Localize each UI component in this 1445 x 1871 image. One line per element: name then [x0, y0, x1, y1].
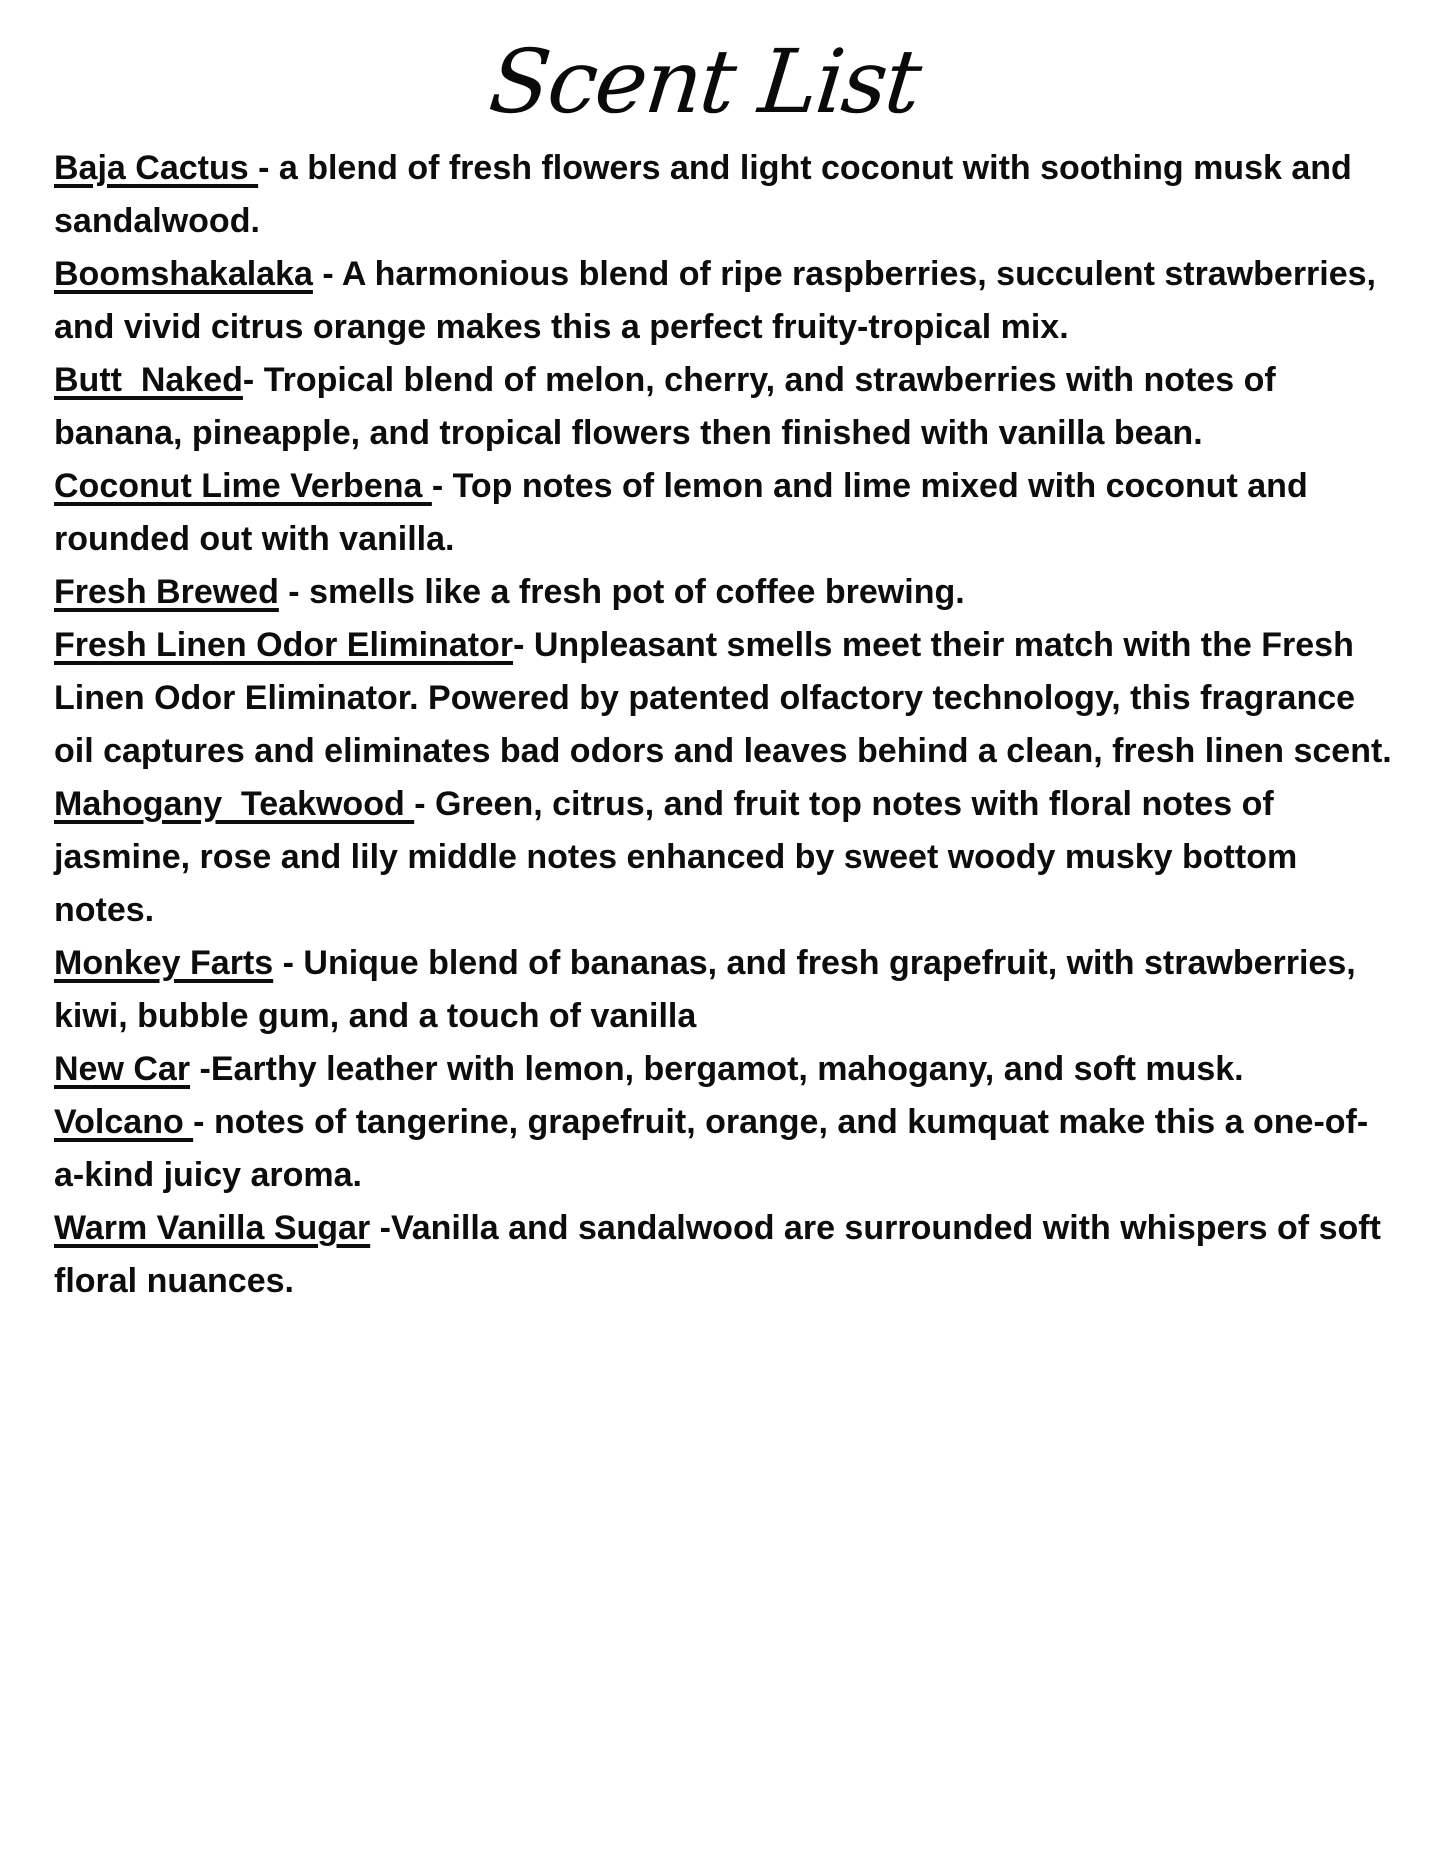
scent-entry [54, 1202, 1395, 1308]
scent-name: Mahogany Teakwood [54, 785, 415, 824]
scent-description: - Green, citrus, and fruit top notes with floral notes of jasmine, rose and lily middle notes enhanced by sweet woody musky bottom notes. [54, 785, 1307, 930]
page-title: Scent List [484, 30, 925, 133]
scent-name: Butt Naked [54, 361, 243, 400]
scent-entry [54, 1043, 1395, 1096]
scent-description: - Unpleasant smells meet their match with the Fresh Linen Odor Eliminator. Powered by patented olfactory technology, this fragrance oil captures and eliminates bad odors and leaves behind a clean, fresh linen scent. [54, 626, 1392, 771]
scent-name: Coconut Lime Verbena [54, 467, 432, 506]
scent-entry [54, 460, 1395, 566]
scent-name: Monkey Farts [54, 944, 274, 983]
scent-entry [54, 1096, 1395, 1202]
scent-entry [54, 248, 1395, 354]
scent-name: Fresh Brewed [54, 573, 279, 612]
scent-list [54, 142, 1395, 1308]
scent-description: - a blend of fresh flowers and light coconut with soothing musk and sandalwood. [54, 149, 1362, 241]
scent-description: - A harmonious blend of ripe raspberries, succulent strawberries, and vivid citrus orange makes this a perfect fruity-tropical mix. [54, 255, 1386, 347]
scent-entry [54, 566, 1395, 619]
scent-description: - Tropical blend of melon, cherry, and strawberries with notes of banana, pineapple, and tropical flowers then finished with vanilla bean. [54, 361, 1286, 453]
scent-entry [54, 937, 1395, 1043]
scent-name: Warm Vanilla Sugar [54, 1209, 371, 1248]
scent-name: Baja Cactus [54, 149, 259, 188]
scent-description: -Earthy leather with lemon, bergamot, mahogany, and soft musk. [190, 1050, 1244, 1089]
scent-description: - smells like a fresh pot of coffee brewing. [278, 573, 965, 612]
scent-description: - notes of tangerine, grapefruit, orange, and kumquat make this a one-of-a-kind juicy aroma. [54, 1103, 1369, 1195]
scent-description: - Unique blend of bananas, and fresh grapefruit, with strawberries, kiwi, bubble gum, and a touch of vanilla [54, 944, 1366, 1036]
scent-name: Volcano [54, 1103, 194, 1142]
scent-entry [54, 142, 1395, 248]
scent-description: - Top notes of lemon and lime mixed with coconut and rounded out with vanilla. [54, 467, 1318, 559]
scent-description: -Vanilla and sandalwood are surrounded with whispers of soft floral nuances. [54, 1209, 1391, 1301]
scent-entry [54, 778, 1395, 937]
scent-name: Fresh Linen Odor Eliminator [54, 626, 514, 665]
scent-name: New Car [54, 1050, 191, 1089]
scent-entry [54, 619, 1395, 778]
scent-entry [54, 354, 1395, 460]
scent-name: Boomshakalaka [54, 255, 313, 294]
